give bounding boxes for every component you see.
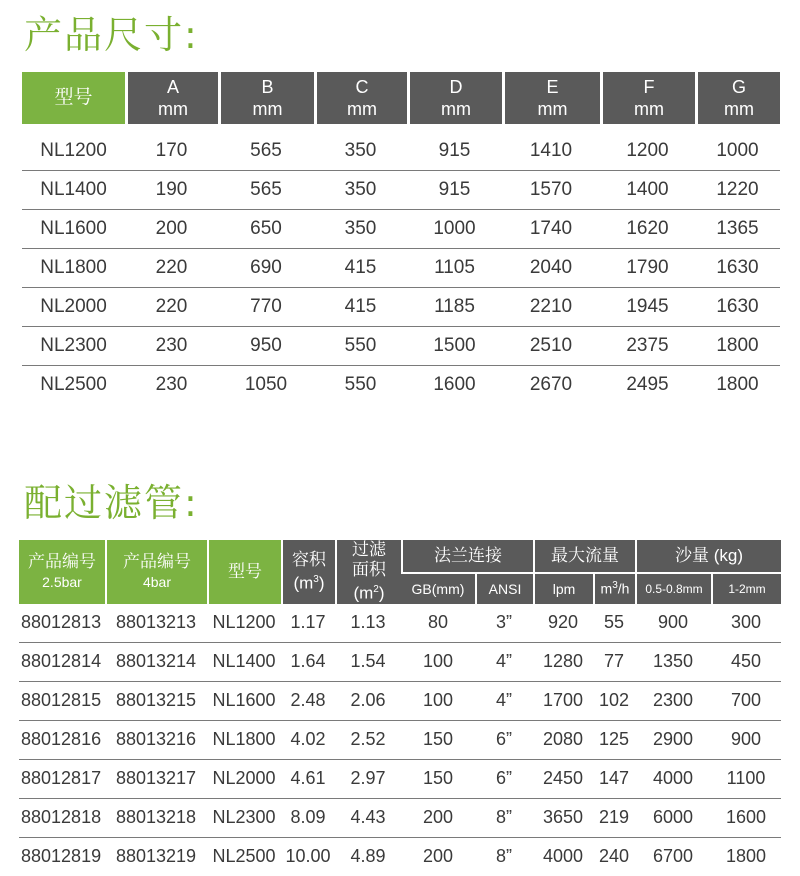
cell: 1350 (635, 643, 711, 682)
cell: NL1600 (207, 682, 281, 721)
cell: 1.64 (281, 643, 335, 682)
cell: 450 (711, 643, 781, 682)
col-a-header: A mm (125, 72, 218, 124)
table-row (19, 682, 781, 721)
cell: 2510 (502, 327, 600, 366)
cell: 1.54 (335, 643, 401, 682)
max-flow-header: 最大流量 (533, 540, 635, 572)
cell: 8.09 (281, 799, 335, 838)
cell: 6” (475, 760, 533, 799)
cell: 1630 (695, 249, 780, 288)
table-row (22, 366, 780, 404)
cell: 565 (218, 124, 314, 171)
sand-header: 沙量 (kg) (635, 540, 781, 572)
cell: 2.97 (335, 760, 401, 799)
cell: 88013213 (105, 604, 207, 643)
cell: 1410 (502, 124, 600, 171)
cell: 88012815 (19, 682, 105, 721)
cell: NL2000 (207, 760, 281, 799)
cell: 1280 (533, 643, 593, 682)
table-row (19, 604, 781, 643)
cell: 100 (401, 643, 475, 682)
cell: 3650 (533, 799, 593, 838)
cell: 1200 (600, 124, 695, 171)
cell: 4” (475, 682, 533, 721)
cell: 1000 (407, 210, 502, 249)
flow-lpm-header: lpm (533, 572, 593, 604)
cell: 1220 (695, 171, 780, 210)
cell: 915 (407, 171, 502, 210)
cell: 240 (598, 846, 630, 867)
cell: NL1800 (207, 721, 281, 760)
cell: NL1200 (22, 124, 125, 171)
cell: 1.13 (335, 604, 401, 643)
cell: 88013216 (105, 721, 207, 760)
cell: 88013215 (105, 682, 207, 721)
cell: NL1400 (22, 171, 125, 210)
cell: 88013219 (115, 846, 197, 867)
cell: 1800 (716, 374, 759, 395)
cell: 2.52 (335, 721, 401, 760)
cell: 915 (407, 124, 502, 171)
cell: 88013217 (105, 760, 207, 799)
table-row (22, 210, 780, 249)
cell: 2900 (635, 721, 711, 760)
cell: 220 (125, 288, 218, 327)
cell: 700 (711, 682, 781, 721)
cell: 415 (314, 288, 407, 327)
cell: NL1600 (22, 210, 125, 249)
cell: 1790 (600, 249, 695, 288)
dimensions-header-row (22, 72, 780, 124)
cell: 2670 (529, 374, 573, 395)
cell: 565 (218, 171, 314, 210)
table-row (19, 760, 781, 799)
sand-coarse-header: 1-2mm (711, 572, 781, 604)
col-b-header: B mm (218, 72, 314, 124)
cell: 1600 (433, 374, 476, 395)
cell: 1700 (533, 682, 593, 721)
cell: 770 (218, 288, 314, 327)
cell: 88012816 (19, 721, 105, 760)
cell: 2.48 (281, 682, 335, 721)
cell: 88012813 (19, 604, 105, 643)
cell: 6700 (652, 846, 694, 867)
volume-header: 容积 $(m^3)$ (281, 540, 335, 604)
code-2-5bar-header: 产品编号 2.5bar (19, 540, 105, 604)
cell: 88013218 (105, 799, 207, 838)
cell: 200 (125, 210, 218, 249)
cell: 1740 (502, 210, 600, 249)
flange-gb-header: GB(mm) (401, 572, 475, 604)
cell: 230 (155, 374, 188, 395)
cell: 6000 (635, 799, 711, 838)
cell: 4000 (542, 846, 584, 867)
table-row (19, 643, 781, 682)
table-row (22, 249, 780, 288)
col-d-header: D mm (407, 72, 502, 124)
sand-fine-header: 0.5-0.8mm (635, 572, 711, 604)
cell: 1570 (502, 171, 600, 210)
cell: 80 (401, 604, 475, 643)
cell: 6” (475, 721, 533, 760)
cell: 1945 (600, 288, 695, 327)
flange-header: 法兰连接 (401, 540, 533, 572)
cell: 2.06 (335, 682, 401, 721)
cell: 125 (593, 721, 635, 760)
cell: 550 (314, 327, 407, 366)
code-4bar-header: 产品编号 4bar (105, 540, 207, 604)
cell: 147 (593, 760, 635, 799)
cell: 920 (533, 604, 593, 643)
col-f-header: F mm (600, 72, 695, 124)
cell: 8” (495, 846, 512, 867)
cell: 1185 (407, 288, 502, 327)
cell: NL1800 (22, 249, 125, 288)
cell: 2495 (626, 374, 669, 395)
cell: 350 (314, 171, 407, 210)
cell: 1400 (600, 171, 695, 210)
cell: 88012819 (21, 846, 102, 867)
table-row (19, 721, 781, 760)
filter-area-header: 过滤 面积$(m^2)$ (335, 540, 401, 604)
filter-header-row (19, 540, 781, 572)
cell: 1620 (600, 210, 695, 249)
cell: 4.89 (350, 846, 386, 867)
model-header: 型号 (22, 72, 125, 124)
cell: 88012818 (19, 799, 105, 838)
cell: 2450 (533, 760, 593, 799)
col-e-header: E mm (502, 72, 600, 124)
cell: 4.43 (335, 799, 401, 838)
cell: 300 (711, 604, 781, 643)
cell: 170 (125, 124, 218, 171)
flange-ansi-header: ANSI (475, 572, 533, 604)
cell: NL2300 (207, 799, 281, 838)
cell: 8” (475, 799, 533, 838)
model-header: 型号 (207, 540, 281, 604)
cell: 350 (314, 124, 407, 171)
cell: 100 (401, 682, 475, 721)
cell: 55 (593, 604, 635, 643)
table-row (22, 124, 780, 171)
cell: NL1400 (207, 643, 281, 682)
flow-m3h-header: $m^3/h$ (593, 572, 635, 604)
cell: 230 (125, 327, 218, 366)
table-row (22, 288, 780, 327)
cell: 2210 (502, 288, 600, 327)
cell: 4000 (635, 760, 711, 799)
cell: NL2000 (22, 288, 125, 327)
cell: 3” (475, 604, 533, 643)
table-row (22, 171, 780, 210)
cell: 220 (125, 249, 218, 288)
cell: 1050 (244, 374, 288, 395)
cell: NL2500 (40, 374, 107, 395)
cell: 2375 (600, 327, 695, 366)
cell: 1600 (711, 799, 781, 838)
cell: 2040 (502, 249, 600, 288)
filter-tube-table (19, 540, 781, 876)
table-row (19, 799, 781, 838)
cell: 150 (401, 721, 475, 760)
cell: 1000 (695, 124, 780, 171)
cell: 190 (125, 171, 218, 210)
dimensions-table (22, 72, 780, 404)
cell: 950 (218, 327, 314, 366)
cell: 1500 (407, 327, 502, 366)
cell: 2300 (635, 682, 711, 721)
cell: NL2300 (22, 327, 125, 366)
cell: 2080 (533, 721, 593, 760)
cell: 4.02 (281, 721, 335, 760)
cell: 900 (711, 721, 781, 760)
cell: 650 (218, 210, 314, 249)
cell: NL1200 (207, 604, 281, 643)
table-row (22, 327, 780, 366)
cell: 1365 (695, 210, 780, 249)
cell: 102 (593, 682, 635, 721)
col-c-header: C mm (314, 72, 407, 124)
cell: 1630 (695, 288, 780, 327)
cell: 550 (344, 374, 377, 395)
cell: 219 (593, 799, 635, 838)
cell: 10.00 (285, 846, 331, 867)
cell: 88013214 (105, 643, 207, 682)
col-g-header: G mm (695, 72, 780, 124)
cell: 88012817 (19, 760, 105, 799)
cell: 4.61 (281, 760, 335, 799)
cell: 1800 (725, 846, 767, 867)
cell: 77 (593, 643, 635, 682)
cell: 690 (218, 249, 314, 288)
cell: 350 (314, 210, 407, 249)
cell: 1.17 (281, 604, 335, 643)
cell: 1800 (695, 327, 780, 366)
cell: 150 (401, 760, 475, 799)
cell: 88012814 (19, 643, 105, 682)
cell: NL2500 (212, 846, 276, 867)
table-row (19, 838, 781, 876)
cell: 415 (314, 249, 407, 288)
cell: 1105 (407, 249, 502, 288)
dimensions-title: 产品尺寸: (24, 13, 199, 57)
cell: 4” (475, 643, 533, 682)
cell: 200 (422, 846, 454, 867)
cell: 1100 (711, 760, 781, 799)
cell: 900 (635, 604, 711, 643)
cell: 200 (401, 799, 475, 838)
filter-tube-title: 配过滤管: (24, 481, 199, 525)
